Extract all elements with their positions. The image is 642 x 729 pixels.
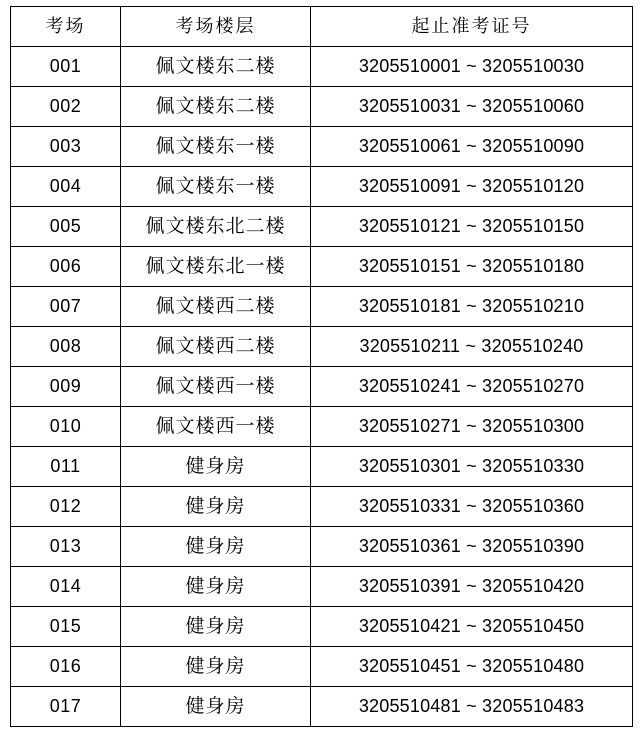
cell-range: 3205510211 ~ 3205510240 xyxy=(311,327,633,367)
cell-floor: 佩文楼西一楼 xyxy=(121,407,311,447)
cell-floor: 佩文楼东北二楼 xyxy=(121,207,311,247)
table-row xyxy=(11,447,633,487)
cell-floor: 佩文楼东二楼 xyxy=(121,47,311,87)
column-header-floor: 考场楼层 xyxy=(121,7,311,47)
cell-room: 014 xyxy=(11,567,121,607)
cell-room: 002 xyxy=(11,87,121,127)
table-header-row xyxy=(11,7,633,47)
cell-range: 3205510181 ~ 3205510210 xyxy=(311,287,633,327)
cell-floor: 佩文楼西二楼 xyxy=(121,327,311,367)
cell-floor: 健身房 xyxy=(121,647,311,687)
table-row xyxy=(11,87,633,127)
table-row xyxy=(11,167,633,207)
cell-room: 006 xyxy=(11,247,121,287)
cell-range: 3205510091 ~ 3205510120 xyxy=(311,167,633,207)
cell-floor: 佩文楼东二楼 xyxy=(121,87,311,127)
cell-floor: 健身房 xyxy=(121,567,311,607)
cell-room: 008 xyxy=(11,327,121,367)
cell-floor: 健身房 xyxy=(121,607,311,647)
cell-range: 3205510031 ~ 3205510060 xyxy=(311,87,633,127)
table-row xyxy=(11,247,633,287)
cell-room: 004 xyxy=(11,167,121,207)
table-row xyxy=(11,407,633,447)
cell-floor: 佩文楼东北一楼 xyxy=(121,247,311,287)
table-row xyxy=(11,127,633,167)
cell-range: 3205510001 ~ 3205510030 xyxy=(311,47,633,87)
cell-floor: 健身房 xyxy=(121,447,311,487)
cell-room: 011 xyxy=(11,447,121,487)
cell-range: 3205510121 ~ 3205510150 xyxy=(311,207,633,247)
cell-floor: 健身房 xyxy=(121,487,311,527)
table-row xyxy=(11,287,633,327)
cell-range: 3205510331 ~ 3205510360 xyxy=(311,487,633,527)
cell-floor: 佩文楼西一楼 xyxy=(121,367,311,407)
table-row xyxy=(11,367,633,407)
column-header-range: 起止准考证号 xyxy=(311,7,633,47)
cell-floor: 佩文楼东一楼 xyxy=(121,127,311,167)
exam-room-table xyxy=(10,6,633,727)
cell-range: 3205510061 ~ 3205510090 xyxy=(311,127,633,167)
table-row xyxy=(11,647,633,687)
cell-range: 3205510271 ~ 3205510300 xyxy=(311,407,633,447)
table-body xyxy=(11,47,633,727)
cell-room: 012 xyxy=(11,487,121,527)
cell-range: 3205510421 ~ 3205510450 xyxy=(311,607,633,647)
table-row xyxy=(11,487,633,527)
cell-floor: 佩文楼东一楼 xyxy=(121,167,311,207)
cell-range: 3205510451 ~ 3205510480 xyxy=(311,647,633,687)
table-header xyxy=(11,7,633,47)
cell-room: 003 xyxy=(11,127,121,167)
cell-floor: 佩文楼西二楼 xyxy=(121,287,311,327)
table-row xyxy=(11,327,633,367)
table-row xyxy=(11,567,633,607)
cell-floor: 健身房 xyxy=(121,687,311,727)
table-row xyxy=(11,527,633,567)
cell-range: 3205510241 ~ 3205510270 xyxy=(311,367,633,407)
cell-range: 3205510391 ~ 3205510420 xyxy=(311,567,633,607)
cell-range: 3205510151 ~ 3205510180 xyxy=(311,247,633,287)
cell-floor: 健身房 xyxy=(121,527,311,567)
cell-range: 3205510361 ~ 3205510390 xyxy=(311,527,633,567)
table-row xyxy=(11,687,633,727)
cell-room: 009 xyxy=(11,367,121,407)
cell-room: 010 xyxy=(11,407,121,447)
cell-room: 001 xyxy=(11,47,121,87)
cell-range: 3205510301 ~ 3205510330 xyxy=(311,447,633,487)
cell-room: 013 xyxy=(11,527,121,567)
table-row xyxy=(11,47,633,87)
cell-room: 007 xyxy=(11,287,121,327)
cell-room: 015 xyxy=(11,607,121,647)
table-row xyxy=(11,607,633,647)
column-header-room: 考场 xyxy=(11,7,121,47)
cell-room: 016 xyxy=(11,647,121,687)
cell-room: 005 xyxy=(11,207,121,247)
cell-range: 3205510481 ~ 3205510483 xyxy=(311,687,633,727)
table-row xyxy=(11,207,633,247)
cell-room: 017 xyxy=(11,687,121,727)
